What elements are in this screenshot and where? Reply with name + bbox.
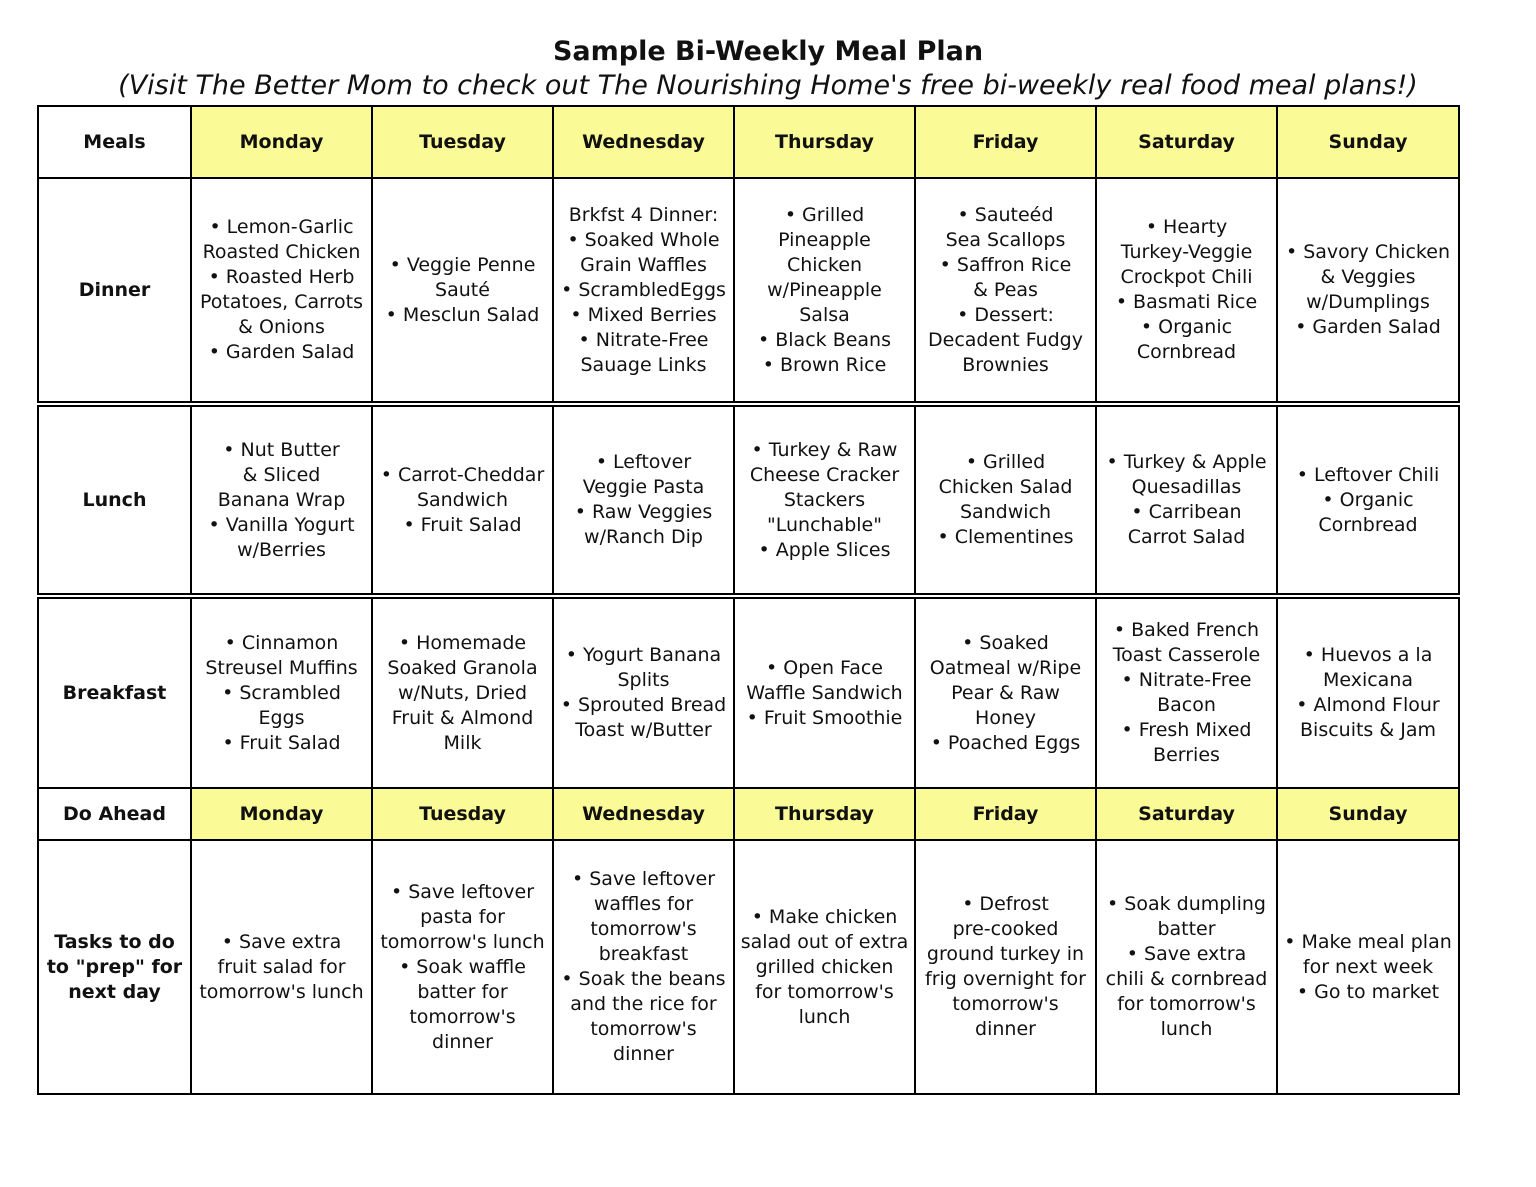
- header_row-day-thursday: Thursday: [734, 106, 915, 178]
- cell-line: • ScrambledEggs: [561, 278, 726, 301]
- cell-line: • Hearty: [1145, 216, 1228, 238]
- cell-line: Turkey-Veggie: [1120, 241, 1253, 263]
- cell-line: for tomorrow's: [755, 980, 894, 1003]
- task-cell: [553, 840, 734, 1094]
- cell-line: Quesadillas: [1131, 476, 1242, 498]
- do_ahead_row-row: [38, 788, 1459, 840]
- cell-line: • Make chicken: [751, 905, 898, 928]
- meal-cell: [553, 404, 734, 596]
- cell-line: • Soak the beans: [561, 968, 726, 990]
- cell-line: • Make meal plan: [1284, 930, 1452, 953]
- tasks-row: [38, 840, 1459, 1094]
- cell-line: lunch: [798, 1005, 851, 1028]
- meal-cell: [1277, 596, 1459, 788]
- cell-line: • Yogurt Banana: [565, 644, 722, 666]
- cell-line: Pear & Raw: [951, 681, 1060, 704]
- cell-line: • Fruit Smoothie: [746, 706, 903, 729]
- meal-cell: [1096, 404, 1277, 596]
- meal-label-breakfast: Breakfast: [38, 596, 191, 788]
- cell-line: • Baked French: [1113, 619, 1260, 641]
- cell-line: • Brown Rice: [762, 353, 887, 376]
- cell-line: Veggie Pasta: [582, 476, 705, 498]
- cell-line: • Savory Chicken: [1285, 241, 1450, 263]
- cell-line: • Basmati Rice: [1115, 291, 1258, 313]
- meal-cell: [734, 404, 915, 596]
- meal-cell: [191, 596, 372, 788]
- cell-line: • Sprouted Bread: [560, 694, 727, 716]
- cell-line: Streusel Muffins: [205, 656, 358, 679]
- do_ahead_row-day-thursday: Thursday: [734, 788, 915, 840]
- meal-cell: [553, 596, 734, 788]
- cell-line: fruit salad for: [217, 955, 346, 978]
- cell-line: • Fruit Salad: [403, 513, 522, 536]
- cell-line: • Nitrate-Free: [1121, 669, 1252, 691]
- cell-line: & Onions: [238, 316, 325, 338]
- tasks-label: [38, 840, 191, 1094]
- cell-line: Sea Scallops: [945, 228, 1066, 251]
- header_row-day-saturday: Saturday: [1096, 106, 1277, 178]
- cell-line: • Cinnamon: [224, 631, 339, 654]
- cell-line: chili & cornbread: [1105, 968, 1268, 990]
- cell-line: salad out of extra: [740, 930, 909, 953]
- cell-line: • Huevos a la: [1303, 644, 1433, 666]
- cell-line: • Scrambled: [222, 681, 341, 704]
- do_ahead_row-day-tuesday: Tuesday: [372, 788, 553, 840]
- cell-line: dinner: [432, 1030, 493, 1053]
- meal-cell: [915, 404, 1096, 596]
- cell-line: "Lunchable": [767, 513, 882, 536]
- cell-line: • Vanilla Yogurt: [208, 513, 355, 536]
- cell-line: • Leftover: [595, 451, 692, 473]
- cell-line: & Peas: [973, 278, 1038, 301]
- cell-line: • Lemon-Garlic: [209, 216, 354, 238]
- meal-cell: [372, 596, 553, 788]
- meal-cell: [191, 178, 372, 404]
- cell-line: Carrot Salad: [1127, 526, 1246, 548]
- cell-line: Sandwich: [959, 501, 1052, 523]
- cell-line: • Carribean: [1131, 501, 1242, 523]
- meal-cell: [191, 404, 372, 596]
- cell-line: Chicken: [786, 253, 863, 276]
- cell-line: • Raw Veggies: [574, 501, 713, 523]
- cell-line: grilled chicken: [755, 955, 894, 978]
- cell-line: Milk: [443, 731, 482, 754]
- page-subtitle: (Visit The Better Mom to check out The Nourishing Home's free bi-weekly real food meal plans!): [118, 70, 1418, 101]
- cell-line: • Clementines: [937, 526, 1074, 548]
- header_row-label: Meals: [38, 106, 191, 178]
- cell-line: • Nitrate-Free: [578, 328, 709, 351]
- cell-line: ground turkey in: [926, 943, 1085, 965]
- do_ahead_row-day-saturday: Saturday: [1096, 788, 1277, 840]
- do_ahead_row-day-monday: Monday: [191, 788, 372, 840]
- cell-line: Tasks to do: [54, 930, 175, 953]
- cell-line: • Nut Butter: [223, 438, 340, 461]
- cell-line: Fruit & Almond: [391, 706, 534, 729]
- cell-line: next day: [68, 980, 161, 1003]
- cell-line: • Save leftover: [390, 880, 535, 903]
- task-cell: [372, 840, 553, 1094]
- meal-cell: [1096, 178, 1277, 404]
- cell-line: Sauté: [435, 278, 490, 301]
- cell-line: tomorrow's: [590, 1018, 697, 1040]
- cell-line: • Open Face: [766, 656, 883, 679]
- meal-label-dinner: Dinner: [38, 178, 191, 404]
- meal-row-lunch: [38, 404, 1459, 596]
- cell-line: Grain Waffles: [580, 253, 707, 276]
- cell-line: lunch: [1160, 1018, 1213, 1040]
- cell-line: dinner: [975, 1018, 1036, 1040]
- cell-line: tomorrow's: [952, 993, 1059, 1015]
- cell-line: • Almond Flour: [1296, 694, 1440, 716]
- page-title: Sample Bi-Weekly Meal Plan: [552, 36, 984, 67]
- cell-line: Cornbread: [1136, 341, 1237, 363]
- meal-row-breakfast: [38, 596, 1459, 788]
- meal-cell: [372, 178, 553, 404]
- cell-line: • Go to market: [1296, 980, 1440, 1003]
- cell-line: • Poached Eggs: [930, 731, 1081, 754]
- meal-cell: [915, 178, 1096, 404]
- cell-line: w/Dumplings: [1306, 291, 1430, 313]
- cell-line: Crockpot Chili: [1120, 266, 1253, 288]
- cell-line: & Sliced: [242, 463, 321, 486]
- cell-line: Splits: [617, 669, 670, 691]
- cell-line: Sandwich: [416, 488, 509, 511]
- cell-line: tomorrow's lunch: [199, 980, 364, 1003]
- do_ahead_row-day-friday: Friday: [915, 788, 1096, 840]
- cell-line: Pineapple: [778, 228, 871, 251]
- cell-line: Mexicana: [1322, 669, 1414, 691]
- cell-line: to "prep" for: [46, 955, 183, 978]
- cell-line: • Save leftover: [571, 868, 716, 890]
- cell-line: waffles for: [593, 893, 694, 915]
- cell-line: Decadent Fudgy: [928, 328, 1083, 351]
- cell-line: • Grilled: [784, 203, 865, 226]
- header_row-day-sunday: Sunday: [1277, 106, 1459, 178]
- cell-line: • Sauteéd: [957, 203, 1054, 226]
- cell-line: w/Berries: [237, 538, 326, 561]
- cell-line: • Turkey & Raw: [751, 438, 898, 461]
- cell-line: Bacon: [1157, 694, 1216, 716]
- cell-line: • Soaked Whole: [567, 228, 720, 251]
- header_row-row: [38, 106, 1459, 178]
- cell-line: tomorrow's: [409, 1005, 516, 1028]
- cell-line: batter for: [417, 980, 508, 1003]
- cell-line: • Soak waffle: [399, 955, 526, 978]
- cell-line: frig overnight for: [925, 968, 1086, 990]
- cell-line: • Garden Salad: [1295, 316, 1441, 338]
- cell-line: Stackers: [783, 488, 866, 511]
- cell-line: for tomorrow's: [1117, 993, 1256, 1015]
- meal-cell: [734, 178, 915, 404]
- cell-line: Honey: [975, 706, 1036, 729]
- cell-line: dinner: [613, 1043, 674, 1065]
- cell-line: • Roasted Herb: [208, 266, 355, 288]
- cell-line: • Saffron Rice: [939, 253, 1072, 276]
- task-cell: [1277, 840, 1459, 1094]
- cell-line: w/Pineapple: [767, 278, 882, 301]
- task-cell: [915, 840, 1096, 1094]
- meal-cell: [734, 596, 915, 788]
- cell-line: w/Nuts, Dried: [397, 681, 528, 704]
- cell-line: Brkfst 4 Dinner:: [568, 203, 719, 226]
- cell-line: tomorrow's lunch: [380, 930, 545, 953]
- meal-row-dinner: [38, 178, 1459, 404]
- cell-line: • Soak dumpling: [1107, 893, 1266, 915]
- task-cell: [191, 840, 372, 1094]
- cell-line: • Grilled: [965, 451, 1046, 473]
- cell-line: • Turkey & Apple: [1106, 451, 1267, 473]
- cell-line: Chicken Salad: [938, 476, 1073, 498]
- cell-line: • Soaked: [962, 631, 1049, 654]
- do_ahead_row-day-sunday: Sunday: [1277, 788, 1459, 840]
- header_row-day-monday: Monday: [191, 106, 372, 178]
- meal-label-lunch: Lunch: [38, 404, 191, 596]
- cell-line: • Homemade: [398, 631, 527, 654]
- cell-line: breakfast: [598, 943, 689, 965]
- meal-plan-table: [37, 105, 1460, 1095]
- cell-line: • Defrost: [962, 893, 1049, 915]
- header_row-day-friday: Friday: [915, 106, 1096, 178]
- cell-line: Toast Casserole: [1112, 644, 1261, 666]
- do_ahead_row-label: Do Ahead: [38, 788, 191, 840]
- cell-line: Roasted Chicken: [202, 241, 361, 263]
- cell-line: • Garden Salad: [208, 341, 355, 363]
- cell-line: Waffle Sandwich: [746, 681, 903, 704]
- cell-line: Berries: [1153, 744, 1220, 766]
- meal-cell: [553, 178, 734, 404]
- cell-line: • Veggie Penne: [389, 253, 536, 276]
- task-cell: [734, 840, 915, 1094]
- cell-line: Oatmeal w/Ripe: [929, 656, 1082, 679]
- cell-line: Brownies: [962, 353, 1049, 376]
- cell-line: • Save extra: [1126, 943, 1247, 965]
- cell-line: pasta for: [420, 905, 505, 928]
- cell-line: Biscuits & Jam: [1300, 719, 1436, 741]
- cell-line: Toast w/Butter: [575, 719, 712, 741]
- cell-line: Sauage Links: [580, 353, 707, 376]
- cell-line: Cornbread: [1318, 513, 1418, 536]
- cell-line: w/Ranch Dip: [584, 526, 703, 548]
- header_row-day-tuesday: Tuesday: [372, 106, 553, 178]
- cell-line: • Leftover Chili: [1296, 463, 1440, 486]
- meal-cell: [915, 596, 1096, 788]
- cell-line: • Fresh Mixed: [1121, 719, 1252, 741]
- meal-cell: [372, 404, 553, 596]
- do_ahead_row-day-wednesday: Wednesday: [553, 788, 734, 840]
- header_row-day-wednesday: Wednesday: [553, 106, 734, 178]
- cell-line: • Apple Slices: [758, 538, 891, 561]
- meal-cell: [1277, 178, 1459, 404]
- meal-cell: [1096, 596, 1277, 788]
- cell-line: Soaked Granola: [387, 656, 538, 679]
- meal-cell: [1277, 404, 1459, 596]
- cell-line: Potatoes, Carrots: [200, 291, 363, 313]
- cell-line: • Black Beans: [758, 328, 891, 351]
- cell-line: • Fruit Salad: [222, 731, 341, 754]
- cell-line: • Mesclun Salad: [385, 303, 540, 326]
- cell-line: Salsa: [799, 303, 850, 326]
- cell-line: and the rice for: [570, 993, 717, 1015]
- cell-line: pre-cooked: [952, 918, 1059, 940]
- cell-line: for next week: [1302, 955, 1434, 978]
- cell-line: • Save extra: [221, 930, 342, 953]
- cell-line: Eggs: [258, 706, 305, 729]
- cell-line: • Mixed Berries: [570, 303, 717, 326]
- cell-line: • Organic: [1140, 316, 1233, 338]
- cell-line: • Carrot-Cheddar: [380, 463, 545, 486]
- cell-line: batter: [1157, 918, 1216, 940]
- cell-line: tomorrow's: [590, 918, 697, 940]
- cell-line: & Veggies: [1320, 266, 1416, 288]
- cell-line: • Organic: [1322, 488, 1414, 511]
- cell-line: • Dessert:: [957, 303, 1054, 326]
- cell-line: Cheese Cracker: [749, 463, 900, 486]
- task-cell: [1096, 840, 1277, 1094]
- cell-line: Banana Wrap: [217, 488, 346, 511]
